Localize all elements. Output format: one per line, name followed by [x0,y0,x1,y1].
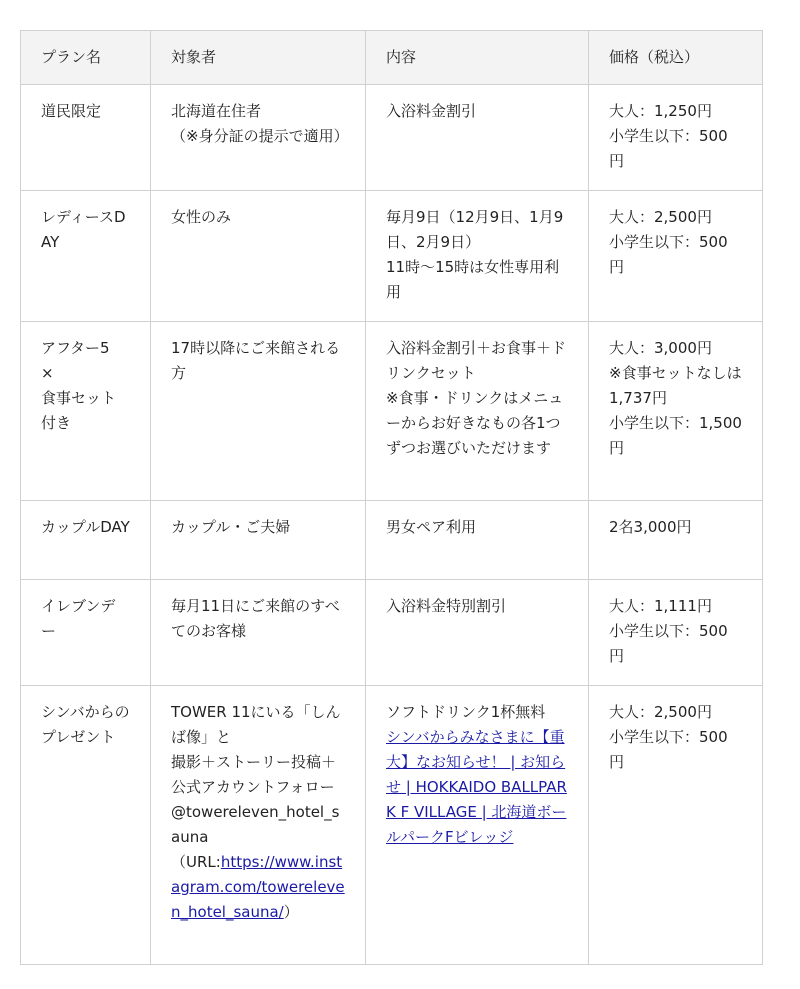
target-text: 撮影＋ストーリー投稿＋公式アカウントフォロー [171,753,337,796]
plan-name: アフター5 [41,339,110,357]
target-cell [151,85,366,191]
price-text: 小学生以下：500円 [609,728,728,771]
price-text: 小学生以下：500円 [609,622,728,665]
table-row [21,686,763,965]
target-text: 17時以降にご来館される方 [171,339,341,382]
price-text: 2名3,000円 [609,518,692,536]
content-text: 入浴料金特別割引 [386,597,507,615]
content-text: 入浴料金割引 [386,102,477,120]
plan-name-cell [21,322,151,501]
price-cell [589,501,763,580]
table-row [21,85,763,191]
header-target: 対象者 [151,31,366,85]
content-text: 11時〜15時は女性専用利用 [386,258,560,301]
plan-name: カップルDAY [41,518,130,536]
price-text: 大人：2,500円 [609,703,712,721]
content-cell [366,501,589,580]
content-text: ソフトドリンク1杯無料 [386,703,546,721]
plan-name: レディースDAY [41,208,126,251]
content-text: 男女ペア利用 [386,518,477,536]
url-suffix: ） [283,903,299,921]
target-text: （※身分証の提示で適用） [171,127,349,145]
plan-name: シンバからのプレゼント [41,703,130,746]
target-cell [151,501,366,580]
content-cell [366,191,589,322]
instagram-link[interactable]: https://www.instagram.com/towereleven_hotel_sauna/ [171,853,345,921]
plan-name-cell [21,501,151,580]
content-cell [366,686,589,965]
target-text: @towereleven_hotel_sauna [171,803,340,846]
content-text: ※食事・ドリンクはメニューからお好きなもの各1つずつお選びいただけます [386,389,564,457]
price-text: 大人：1,111円 [609,597,712,615]
news-link[interactable]: シンバからみなさまに【重大】なお知らせ！ | お知らせ | HOKKAIDO BALLPARK F VILLAGE | 北海道ボールパークFビレッジ [386,728,567,846]
plan-name: 付き [41,414,72,432]
plan-table [20,30,763,965]
header-content: 内容 [366,31,589,85]
price-text: ※食事セットなしは1,737円 [609,364,742,407]
table-row [21,580,763,686]
price-cell [589,191,763,322]
price-text: 大人：2,500円 [609,208,712,226]
target-cell [151,580,366,686]
target-text: 女性のみ [171,208,232,226]
content-cell [366,85,589,191]
content-cell [366,322,589,501]
plan-name: イレブンデー [41,597,116,640]
plan-name-cell [21,191,151,322]
price-cell [589,686,763,965]
plan-name-cell [21,85,151,191]
target-cell [151,686,366,965]
target-url-line [171,850,345,925]
table-row [21,322,763,501]
header-plan-name: プラン名 [21,31,151,85]
plan-name: 食事セット [41,389,117,407]
plan-name: 道民限定 [41,102,102,120]
content-text: 毎月9日（12月9日、1月9日、2月9日） [386,208,564,251]
price-cell [589,322,763,501]
price-text: 小学生以下：1,500円 [609,414,742,457]
target-text: 北海道在住者 [171,102,262,120]
price-text: 大人：1,250円 [609,102,712,120]
header-row [21,31,763,85]
target-cell [151,322,366,501]
price-cell [589,85,763,191]
table-row [21,501,763,580]
target-text: 毎月11日にご来館のすべてのお客様 [171,597,340,640]
target-text: TOWER 11にいる「しんば像」と [171,703,341,746]
price-text: 小学生以下：500円 [609,233,728,276]
price-text: 小学生以下：500円 [609,127,728,170]
url-prefix: （URL: [171,853,221,871]
price-cell [589,580,763,686]
plan-name: × [41,364,54,382]
table-row [21,191,763,322]
target-text: カップル・ご夫婦 [171,518,291,536]
plan-name-cell [21,686,151,965]
header-price: 価格（税込） [589,31,763,85]
content-cell [366,580,589,686]
plan-name-cell [21,580,151,686]
target-cell [151,191,366,322]
price-text: 大人：3,000円 [609,339,712,357]
content-text: 入浴料金割引＋お食事＋ドリンクセット [386,339,567,382]
